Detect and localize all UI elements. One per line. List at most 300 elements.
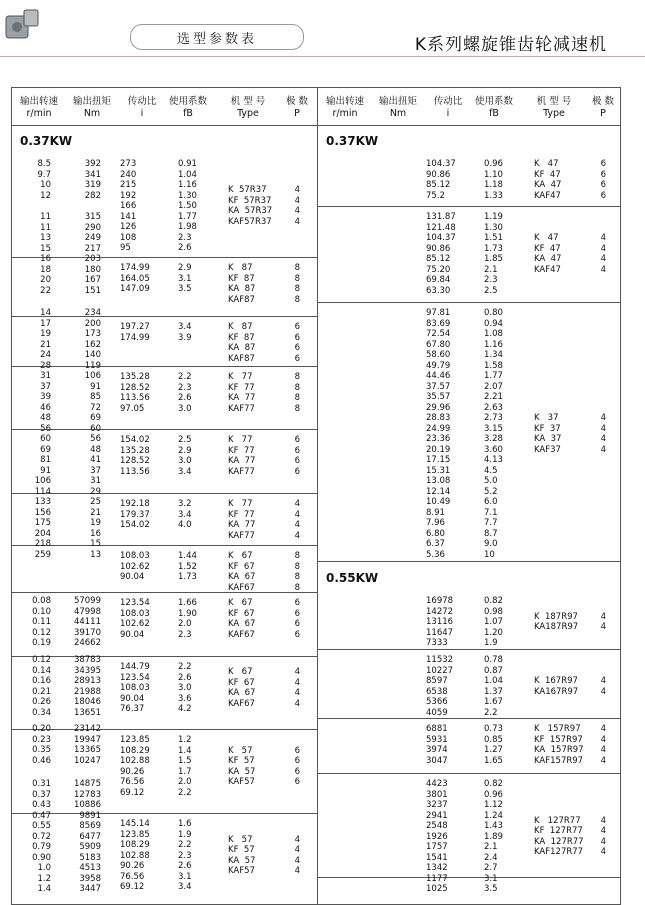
cell-ratio: 29.96 [426, 402, 451, 413]
cell-sf: 1.16 [484, 339, 503, 350]
cell-ratio: 44.46 [426, 371, 451, 381]
cell-ratio: 90.86 [426, 243, 451, 254]
cell-ratio: 104.37 [426, 233, 456, 243]
cell-ratio: 63.30 [426, 285, 451, 296]
cell-sf: 2.6 [178, 672, 192, 683]
cell-sf: 1.44 [178, 551, 197, 561]
model-type: KA 57 [228, 766, 256, 777]
cell-sf: 3.0 [178, 683, 192, 693]
cell-sf: 1.19 [484, 212, 503, 222]
cell-speed: 16 [40, 254, 51, 264]
cell-speed: 0.79 [32, 842, 51, 852]
header-poles-unit: P [600, 108, 606, 119]
cell-sf: 2.2 [178, 840, 192, 850]
cell-sf: 1.73 [178, 572, 197, 582]
cell-sf: 5.2 [484, 486, 498, 497]
pole-count: 4 [294, 834, 300, 845]
cell-ratio: 6538 [426, 686, 448, 697]
cell-sf: 0.94 [484, 318, 503, 329]
model-types [534, 724, 584, 766]
cell-ratio: 8597 [426, 676, 448, 686]
cell-torque: 13365 [73, 745, 101, 755]
cell-ratio: 108.29 [120, 840, 150, 850]
cell-speed: 0.08 [32, 596, 51, 606]
cell-sf: 1.20 [484, 627, 503, 638]
cell-ratio: 12.14 [426, 486, 451, 497]
pole-count: 4 [600, 745, 606, 755]
cell-sf: 2.4 [484, 852, 498, 863]
cell-speed: 0.12 [32, 655, 51, 665]
cell-ratio: 128.52 [120, 382, 150, 393]
cell-ratio: 1541 [426, 852, 448, 863]
cell-sf: 1.77 [484, 371, 503, 381]
header-ratio-unit: i [446, 108, 450, 119]
model-types [534, 159, 561, 201]
cell-sf: 1.90 [178, 608, 197, 619]
pole-count: 6 [294, 456, 300, 466]
model-type: KAF57 [228, 777, 255, 787]
cell-ratio: 85.12 [426, 180, 451, 190]
model-type: K 67 [228, 667, 253, 678]
pole-count: 8 [294, 372, 300, 382]
cell-ratio: 76.37 [120, 704, 145, 714]
model-type: K 77 [228, 372, 253, 382]
cell-sf: 4.5 [484, 465, 498, 476]
header-sf-unit: fB [183, 108, 193, 119]
model-type: KF 77 [228, 382, 255, 393]
cell-speed: 31 [40, 371, 51, 381]
cell-sf: 0.82 [484, 596, 503, 606]
model-group [12, 317, 317, 367]
model-type: KA 67 [228, 572, 256, 582]
cell-speed: 39 [40, 392, 51, 402]
cell-sf: 1.10 [484, 169, 503, 180]
cell-sf: 2.5 [178, 435, 192, 445]
cell-torque: 119 [84, 360, 101, 371]
header-model-unit: Type [543, 108, 565, 119]
header-model-unit: Type [237, 108, 259, 119]
model-type: KF 57 [228, 756, 255, 766]
cell-sf: 2.3 [178, 382, 192, 393]
gearbox-logo-icon [2, 6, 40, 44]
pole-values [288, 263, 300, 305]
cell-speed: 69 [40, 444, 51, 455]
cell-ratio: 166 [120, 201, 137, 211]
cell-torque: 37 [90, 465, 101, 476]
cell-ratio: 102.62 [120, 619, 150, 629]
model-type: K 47 [534, 159, 559, 169]
cell-speed: 0.19 [32, 638, 51, 648]
cell-sf: 0.80 [484, 308, 503, 318]
cell-ratio: 108 [120, 232, 137, 243]
cell-ratio: 76.56 [120, 777, 145, 787]
cell-torque: 56 [90, 434, 101, 444]
cell-torque: 315 [84, 212, 101, 222]
cell-ratio: 141 [120, 211, 137, 222]
pole-count: 6 [294, 466, 300, 477]
pole-count: 8 [294, 294, 300, 305]
cell-torque: 60 [90, 423, 101, 434]
cell-ratio: 123.54 [120, 672, 150, 683]
cell-speed: 1.2 [37, 873, 51, 884]
cell-torque: 10247 [73, 755, 101, 766]
cell-ratio: 95 [120, 243, 131, 253]
cell-sf: 2.6 [178, 243, 192, 253]
model-types [228, 667, 255, 709]
cell-sf: 3.6 [178, 693, 192, 704]
pole-count: 4 [294, 688, 300, 699]
cell-torque: 34395 [73, 665, 101, 676]
cell-torque: 29 [90, 486, 101, 497]
cell-torque: 319 [84, 180, 101, 190]
cell-sf: 1.89 [484, 831, 503, 842]
model-type: KAF37 [534, 444, 561, 455]
cell-sf: 1.51 [484, 233, 503, 243]
header-torque-unit: Nm [389, 108, 407, 119]
cell-torque: 3447 [79, 884, 101, 894]
header-torque-unit: Nm [83, 108, 101, 119]
cell-sf: 3.2 [178, 499, 192, 509]
model-type: KA 87 [228, 343, 256, 353]
cell-torque: 48 [90, 444, 101, 455]
cell-speed: 19 [40, 329, 51, 339]
pole-values [288, 551, 300, 593]
cell-sf: 1.77 [178, 211, 197, 222]
pole-count: 6 [294, 745, 300, 756]
cell-torque: 72 [90, 402, 101, 413]
cell-sf: 1.04 [178, 169, 197, 180]
cell-ratio: 179.37 [120, 509, 150, 520]
cell-torque: 167 [84, 275, 101, 285]
power-rating: 0.55KW [326, 571, 379, 585]
model-type: KF 57R37 [228, 195, 272, 206]
cell-ratio: 102.62 [120, 561, 150, 572]
pole-count: 4 [600, 264, 606, 275]
model-type: KF 67 [228, 608, 255, 619]
model-types [228, 746, 255, 788]
cell-ratio: 83.69 [426, 318, 451, 329]
cell-sf: 0.91 [178, 159, 197, 169]
cell-sf: 4.0 [178, 520, 192, 530]
cell-torque: 10886 [73, 800, 101, 810]
cell-ratio: 128.52 [120, 456, 150, 466]
model-type: K 167R97 [534, 676, 578, 686]
cell-torque: 3958 [79, 873, 101, 884]
header-model: 机 型 号 [230, 96, 266, 107]
model-types [228, 372, 255, 414]
cell-ratio: 113.56 [120, 393, 150, 403]
pole-count: 4 [600, 413, 606, 423]
cell-speed: 14 [40, 308, 51, 318]
pole-count: 4 [600, 686, 606, 697]
cell-ratio: 37.57 [426, 381, 451, 392]
cell-torque: 392 [84, 159, 101, 169]
cell-speed: 0.23 [32, 734, 51, 745]
cell-torque: 21 [90, 507, 101, 518]
cell-ratio: 90.04 [120, 629, 145, 640]
cell-ratio: 5366 [426, 697, 448, 707]
cell-torque: 23142 [73, 724, 101, 734]
cell-ratio: 97.81 [426, 308, 451, 318]
pole-count: 4 [294, 216, 300, 227]
cell-sf: 1.98 [178, 222, 197, 232]
cell-sf: 3.1 [178, 871, 192, 882]
header-sf: 使用系数 [168, 96, 208, 107]
cell-ratio: 144.79 [120, 662, 150, 672]
pole-count: 4 [600, 423, 606, 434]
section-pill-title: 选型参数表 [130, 24, 304, 50]
table-header [318, 88, 621, 126]
model-type: KF 157R97 [534, 734, 583, 745]
cell-ratio: 192 [120, 190, 137, 201]
model-type: KA 57R37 [228, 206, 273, 217]
cell-speed: 0.16 [32, 676, 51, 686]
model-type: KAF77 [228, 403, 255, 414]
model-group [12, 367, 317, 430]
model-type: KA 67 [228, 688, 256, 699]
cell-ratio: 3801 [426, 789, 448, 800]
model-type: KA 77 [228, 520, 256, 530]
cell-sf: 2.3 [484, 275, 498, 285]
cell-sf: 1.58 [484, 360, 503, 371]
cell-ratio: 69.12 [120, 882, 145, 892]
cell-ratio: 108.03 [120, 683, 150, 693]
cell-ratio: 90.86 [426, 169, 451, 180]
pole-count: 6 [294, 343, 300, 353]
cell-speed: 1.0 [37, 863, 51, 873]
model-type: KAF47 [534, 190, 561, 201]
cell-sf: 3.4 [178, 882, 192, 892]
cell-torque: 21988 [73, 686, 101, 697]
cell-ratio: 24.99 [426, 423, 451, 434]
pole-values [594, 159, 606, 201]
cell-torque: 14875 [73, 779, 101, 789]
cell-torque: 16 [90, 528, 101, 539]
cell-torque: 234 [84, 308, 101, 318]
cell-speed: 0.37 [32, 789, 51, 800]
model-type: K 37 [534, 413, 559, 423]
model-type: KF 47 [534, 243, 561, 254]
model-types [228, 435, 255, 477]
model-type: K 87 [228, 322, 253, 332]
cell-speed: 0.72 [32, 831, 51, 842]
cell-sf: 2.7 [484, 863, 498, 873]
pole-values [288, 185, 300, 227]
model-type: KA 77 [228, 456, 256, 466]
pole-values [288, 499, 300, 541]
pole-values [288, 322, 300, 364]
pole-count: 4 [294, 530, 300, 541]
model-types [534, 413, 561, 455]
header-sf: 使用系数 [474, 96, 514, 107]
model-type: KF 37 [534, 423, 561, 434]
model-types [534, 612, 578, 633]
cell-speed: 24 [40, 350, 51, 360]
cell-speed: 12 [40, 190, 51, 201]
pole-count: 6 [294, 353, 300, 364]
model-type: K 57 [228, 834, 253, 845]
model-type: KA 67 [228, 619, 256, 629]
model-type: K 67 [228, 551, 253, 561]
cell-ratio: 11647 [426, 627, 454, 638]
cell-ratio: 147.09 [120, 284, 150, 294]
model-type: KAF47 [534, 264, 561, 275]
cell-sf: 7.7 [484, 518, 498, 528]
cell-ratio: 164.05 [120, 273, 150, 284]
cell-speed: 114 [34, 486, 51, 497]
cell-torque: 19947 [73, 734, 101, 745]
model-type: K 47 [534, 233, 559, 243]
cell-ratio: 1025 [426, 884, 448, 894]
model-group [12, 154, 317, 258]
model-type: K 187R97 [534, 611, 578, 622]
cell-sf: 1.2 [178, 735, 192, 745]
cell-ratio: 90.26 [120, 766, 145, 777]
pole-count: 8 [294, 561, 300, 572]
pole-count: 6 [294, 608, 300, 619]
cell-speed: 0.46 [32, 755, 51, 766]
pole-count: 4 [294, 698, 300, 709]
cell-torque: 24662 [73, 638, 101, 648]
model-type: KF 57 [228, 845, 255, 856]
cell-speed: 0.21 [32, 686, 51, 697]
pole-count: 8 [294, 393, 300, 403]
cell-torque: 85 [90, 392, 101, 402]
model-type: KAF57R37 [228, 216, 272, 227]
pole-count: 6 [600, 180, 606, 190]
cell-sf: 2.3 [178, 629, 192, 640]
cell-ratio: 5.36 [426, 549, 445, 560]
cell-torque: 217 [84, 243, 101, 254]
header-sf-unit: fB [489, 108, 499, 119]
cell-sf: 2.1 [484, 264, 498, 275]
pole-count: 4 [600, 611, 606, 622]
cell-ratio: 108.03 [120, 608, 150, 619]
cell-speed: 156 [34, 507, 51, 518]
cell-speed: 17 [40, 318, 51, 329]
model-type: KAF87 [228, 353, 255, 364]
cell-speed: 0.10 [32, 606, 51, 617]
cell-sf: 1.12 [484, 800, 503, 810]
cell-sf: 2.63 [484, 402, 503, 413]
cell-speed: 8.5 [37, 159, 51, 169]
cell-torque: 28913 [73, 676, 101, 686]
cell-ratio: 3237 [426, 800, 448, 810]
pole-count: 4 [294, 845, 300, 856]
cell-sf: 3.0 [178, 403, 192, 414]
model-type: KAF77 [228, 530, 255, 541]
pole-count: 4 [294, 677, 300, 688]
cell-torque: 180 [84, 264, 101, 275]
cell-ratio: 4423 [426, 779, 448, 789]
power-rating: 0.37KW [20, 134, 73, 148]
cell-sf: 2.9 [178, 263, 192, 273]
cell-ratio: 1342 [426, 863, 448, 873]
cell-ratio: 20.19 [426, 444, 451, 455]
cell-ratio: 11532 [426, 655, 454, 665]
model-group [12, 657, 317, 730]
model-type: KF 87 [228, 332, 255, 343]
cell-sf: 0.73 [484, 724, 503, 734]
cell-ratio: 85.12 [426, 254, 451, 264]
model-type: KAF67 [228, 582, 255, 593]
model-type: KAF67 [228, 698, 255, 709]
pole-values [288, 667, 300, 709]
cell-torque: 31 [90, 476, 101, 486]
pole-count: 4 [294, 855, 300, 866]
cell-ratio: 121.48 [426, 222, 456, 233]
cell-speed: 0.11 [32, 617, 51, 627]
cell-torque: 12783 [73, 789, 101, 800]
cell-speed: 28 [40, 360, 51, 371]
model-type: KF 77 [228, 509, 255, 520]
cell-sf: 1.37 [484, 686, 503, 697]
cell-torque: 6477 [79, 831, 101, 842]
cell-ratio: 102.88 [120, 756, 150, 766]
cell-torque: 69 [90, 413, 101, 423]
model-type: KAF77 [228, 466, 255, 477]
cell-sf: 1.07 [484, 617, 503, 627]
cell-speed: 11 [40, 222, 51, 233]
cell-speed: 0.35 [32, 745, 51, 755]
cell-sf: 3.5 [484, 884, 498, 894]
cell-speed: 1.4 [37, 884, 51, 894]
model-group [12, 814, 317, 905]
cell-torque: 18046 [73, 697, 101, 707]
cell-speed: 18 [40, 264, 51, 275]
cell-ratio: 97.05 [120, 403, 145, 414]
cell-sf: 2.3 [178, 232, 192, 243]
pole-count: 4 [294, 509, 300, 520]
cell-ratio: 4059 [426, 707, 448, 718]
cell-sf: 2.2 [178, 662, 192, 672]
pole-count: 4 [600, 233, 606, 243]
selection-table [11, 87, 621, 905]
pole-count: 4 [600, 734, 606, 745]
model-type: K 157R97 [534, 724, 581, 734]
cell-sf: 1.30 [484, 222, 503, 233]
model-type: KF 67 [228, 677, 255, 688]
cell-sf: 0.98 [484, 606, 503, 617]
pole-count: 6 [294, 445, 300, 456]
pole-values [594, 724, 606, 766]
cell-torque: 25 [90, 497, 101, 507]
header-poles: 极 数 [591, 96, 615, 107]
cell-torque: 38783 [73, 655, 101, 665]
cell-torque: 44111 [73, 617, 101, 627]
model-type: K 57R37 [228, 185, 267, 196]
cell-ratio: 131.87 [426, 212, 456, 222]
cell-speed: 20 [40, 275, 51, 285]
cell-speed: 204 [34, 528, 51, 539]
cell-speed: 0.47 [32, 810, 51, 821]
cell-speed: 218 [34, 539, 51, 549]
pole-count: 6 [294, 629, 300, 640]
page-title: K系列螺旋锥齿轮减速机 [414, 35, 607, 55]
pole-count: 6 [294, 777, 300, 787]
cell-ratio: 90.04 [120, 693, 145, 704]
cell-torque: 162 [84, 339, 101, 350]
pole-count: 4 [294, 195, 300, 206]
cell-sf: 0.87 [484, 665, 503, 676]
pole-values [288, 435, 300, 477]
cell-sf: 0.78 [484, 655, 503, 665]
cell-sf: 1.85 [484, 254, 503, 264]
pole-count: 4 [600, 434, 606, 444]
pole-count: 4 [600, 254, 606, 264]
cell-ratio: 123.85 [120, 735, 150, 745]
pole-values [594, 413, 606, 455]
